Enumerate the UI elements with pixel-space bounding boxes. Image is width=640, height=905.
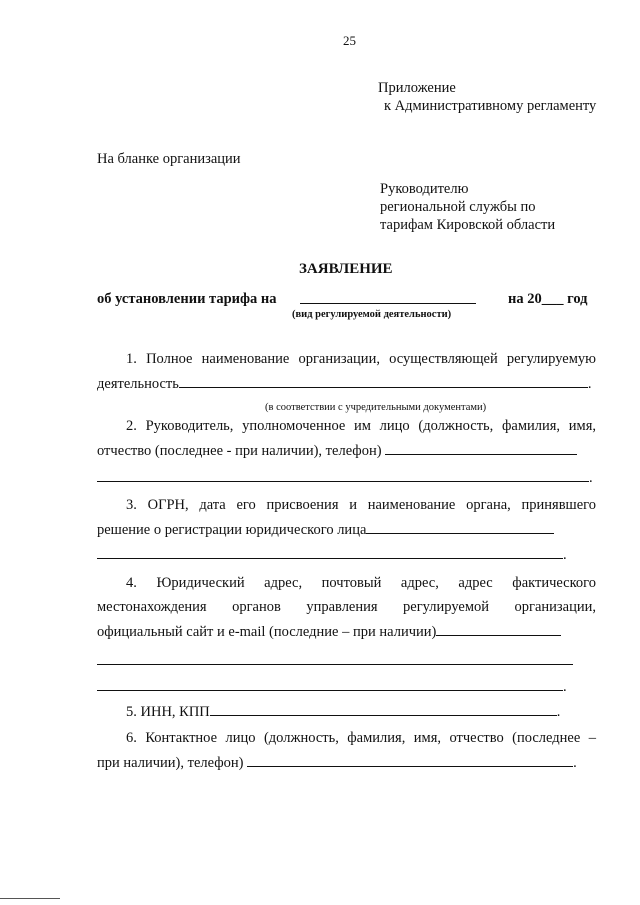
page-number: 25 (343, 33, 356, 48)
item6-label: при наличии), телефон) (97, 755, 244, 771)
footnote-rule (0, 898, 60, 899)
year-suffix: год (567, 291, 588, 307)
addressee-line-2: региональной службы по (380, 199, 536, 215)
appendix-line-2: к Административному регламенту (384, 98, 597, 114)
item4-period: . (563, 679, 567, 695)
item1-label: деятельность (97, 376, 179, 392)
item3-label: решение о регистрации юридического лица (97, 522, 367, 538)
item1-period: . (587, 376, 592, 392)
item6-period: . (573, 755, 577, 771)
activity-type-caption: (вид регулируемой деятельности) (292, 309, 452, 320)
item4-line-2: местонахождения органов управления регулируемой организации, (97, 599, 596, 615)
item4-line-3 (97, 623, 561, 641)
year-blank: ___ (541, 291, 564, 307)
item3-period: . (563, 547, 567, 563)
activity-type-blank (300, 291, 476, 309)
year-field (508, 291, 588, 308)
item4-label: официальный сайт и e-mail (последние – при наличии) (97, 624, 437, 640)
item5-period: . (556, 704, 561, 720)
letterhead-note: На бланке организации (97, 151, 241, 167)
item1-caption: (в соответствии с учредительными документами) (265, 402, 487, 413)
addressee-line-1: Руководителю (380, 181, 469, 197)
item2-line-2 (97, 442, 577, 460)
item2-line-3 (97, 469, 593, 487)
item3-line-2 (97, 521, 554, 539)
addressee-line-3: тарифам Кировской области (380, 217, 556, 233)
item2-period: . (589, 470, 593, 486)
item5 (126, 703, 560, 721)
item3-line-3 (97, 546, 567, 564)
subtitle-prefix: об установлении тарифа на (97, 291, 277, 307)
item4-line-5 (97, 678, 567, 696)
item1-line-2 (97, 375, 592, 393)
document-title: ЗАЯВЛЕНИЕ (299, 261, 393, 277)
item4-line-1: 4. Юридический адрес, почтовый адрес, адрес фактического (126, 575, 596, 591)
item4-line-4 (97, 652, 573, 670)
item5-label: 5. ИНН, КПП (126, 704, 210, 720)
item6-line-2 (97, 754, 577, 772)
year-prefix: на 20 (508, 291, 542, 307)
item3-line-1: 3. ОГРН, дата его присвоения и наименование органа, принявшего (126, 497, 596, 513)
item2-label: отчество (последнее - при наличии), телефон) (97, 443, 382, 459)
item6-line-1: 6. Контактное лицо (должность, фамилия, имя, отчество (последнее – (126, 730, 596, 746)
appendix-line-1: Приложение (378, 80, 456, 96)
item1-line-1: 1. Полное наименование организации, осуществляющей регулируемую (126, 351, 596, 367)
item2-line-1: 2. Руководитель, уполномоченное им лицо (должность, фамилия, имя, (126, 418, 596, 434)
